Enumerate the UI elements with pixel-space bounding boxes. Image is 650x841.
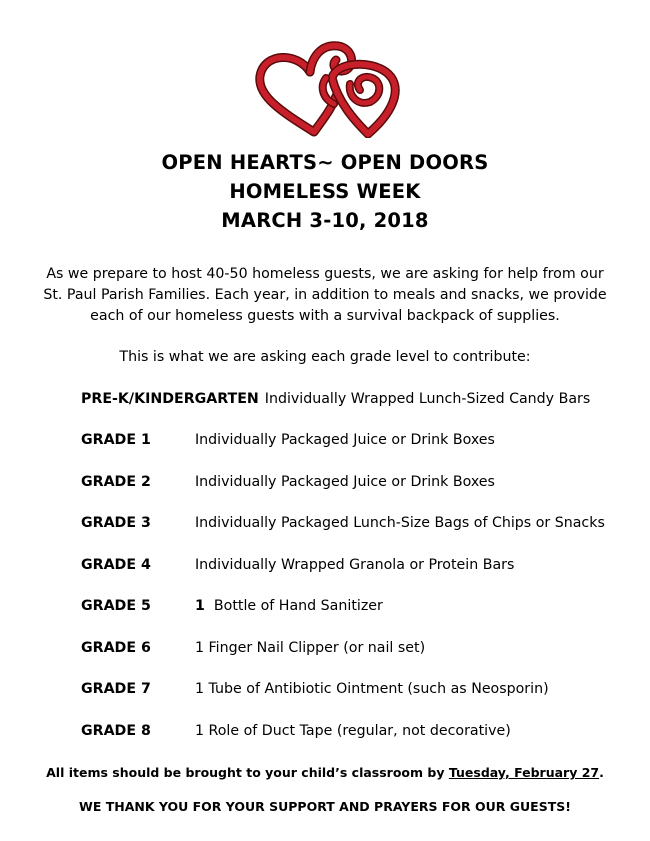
page-title: OPEN HEARTS~ OPEN DOORS: [161, 151, 489, 174]
grade-item: 1 Role of Duct Tape (regular, not decorative): [195, 723, 511, 739]
grade-item: Individually Packaged Juice or Drink Boxes: [195, 474, 495, 490]
grade-item: 1 Tube of Antibiotic Ointment (such as Neosporin): [195, 681, 549, 697]
grade-label: GRADE 8: [81, 723, 151, 739]
grade-item: Individually Wrapped Granola or Protein Bars: [195, 557, 515, 573]
grade-row: [81, 598, 383, 614]
event-dates: MARCH 3-10, 2018: [221, 209, 429, 232]
grade-item: [195, 598, 383, 614]
grade-row: [81, 474, 495, 490]
grade-row: [81, 432, 495, 448]
grade-row: [81, 640, 426, 656]
due-date: Tuesday, February 27: [448, 765, 600, 780]
grade-label: GRADE 5: [81, 598, 151, 614]
grade-item: Individually Packaged Juice or Drink Boxes: [195, 432, 495, 448]
thank-you-message: WE THANK YOU FOR YOUR SUPPORT AND PRAYERS FOR OUR GUESTS!: [79, 799, 571, 814]
grade-label: PRE-K/KINDERGARTEN: [81, 391, 259, 407]
item-text: Bottle of Hand Sanitizer: [213, 598, 383, 614]
grade-item: 1 Finger Nail Clipper (or nail set): [195, 640, 426, 656]
grade-label: GRADE 6: [81, 640, 151, 656]
grade-row: [81, 391, 590, 407]
contribution-prompt: This is what we are asking each grade level to contribute:: [119, 349, 531, 365]
note-prefix: All items should be brought to your child’s classroom by: [46, 765, 449, 780]
delivery-note: [0, 765, 650, 780]
item-quantity: 1: [195, 598, 205, 614]
intro-paragraph: As we prepare to host 40-50 homeless guests, we are asking for help from our St. Paul Parish Families. Each year, in addition to meals and snacks, we provide each of our homeless guests with a survival backpack of supplies.: [43, 266, 607, 324]
grade-item: Individually Wrapped Lunch-Sized Candy Bars: [264, 391, 591, 407]
grade-row: [81, 681, 549, 697]
grade-label: GRADE 3: [81, 515, 151, 531]
page-subtitle: HOMELESS WEEK: [229, 180, 421, 203]
grade-label: GRADE 4: [81, 557, 151, 573]
note-suffix: .: [599, 765, 604, 780]
grade-row: [81, 515, 605, 531]
grade-row: [81, 723, 511, 739]
grade-label: GRADE 1: [81, 432, 151, 448]
grade-label: GRADE 7: [81, 681, 151, 697]
double-heart-swirl-icon: [250, 38, 405, 138]
grade-item: Individually Packaged Lunch-Size Bags of Chips or Snacks: [195, 515, 605, 531]
grade-row: [81, 557, 515, 573]
grade-label: GRADE 2: [81, 474, 151, 490]
